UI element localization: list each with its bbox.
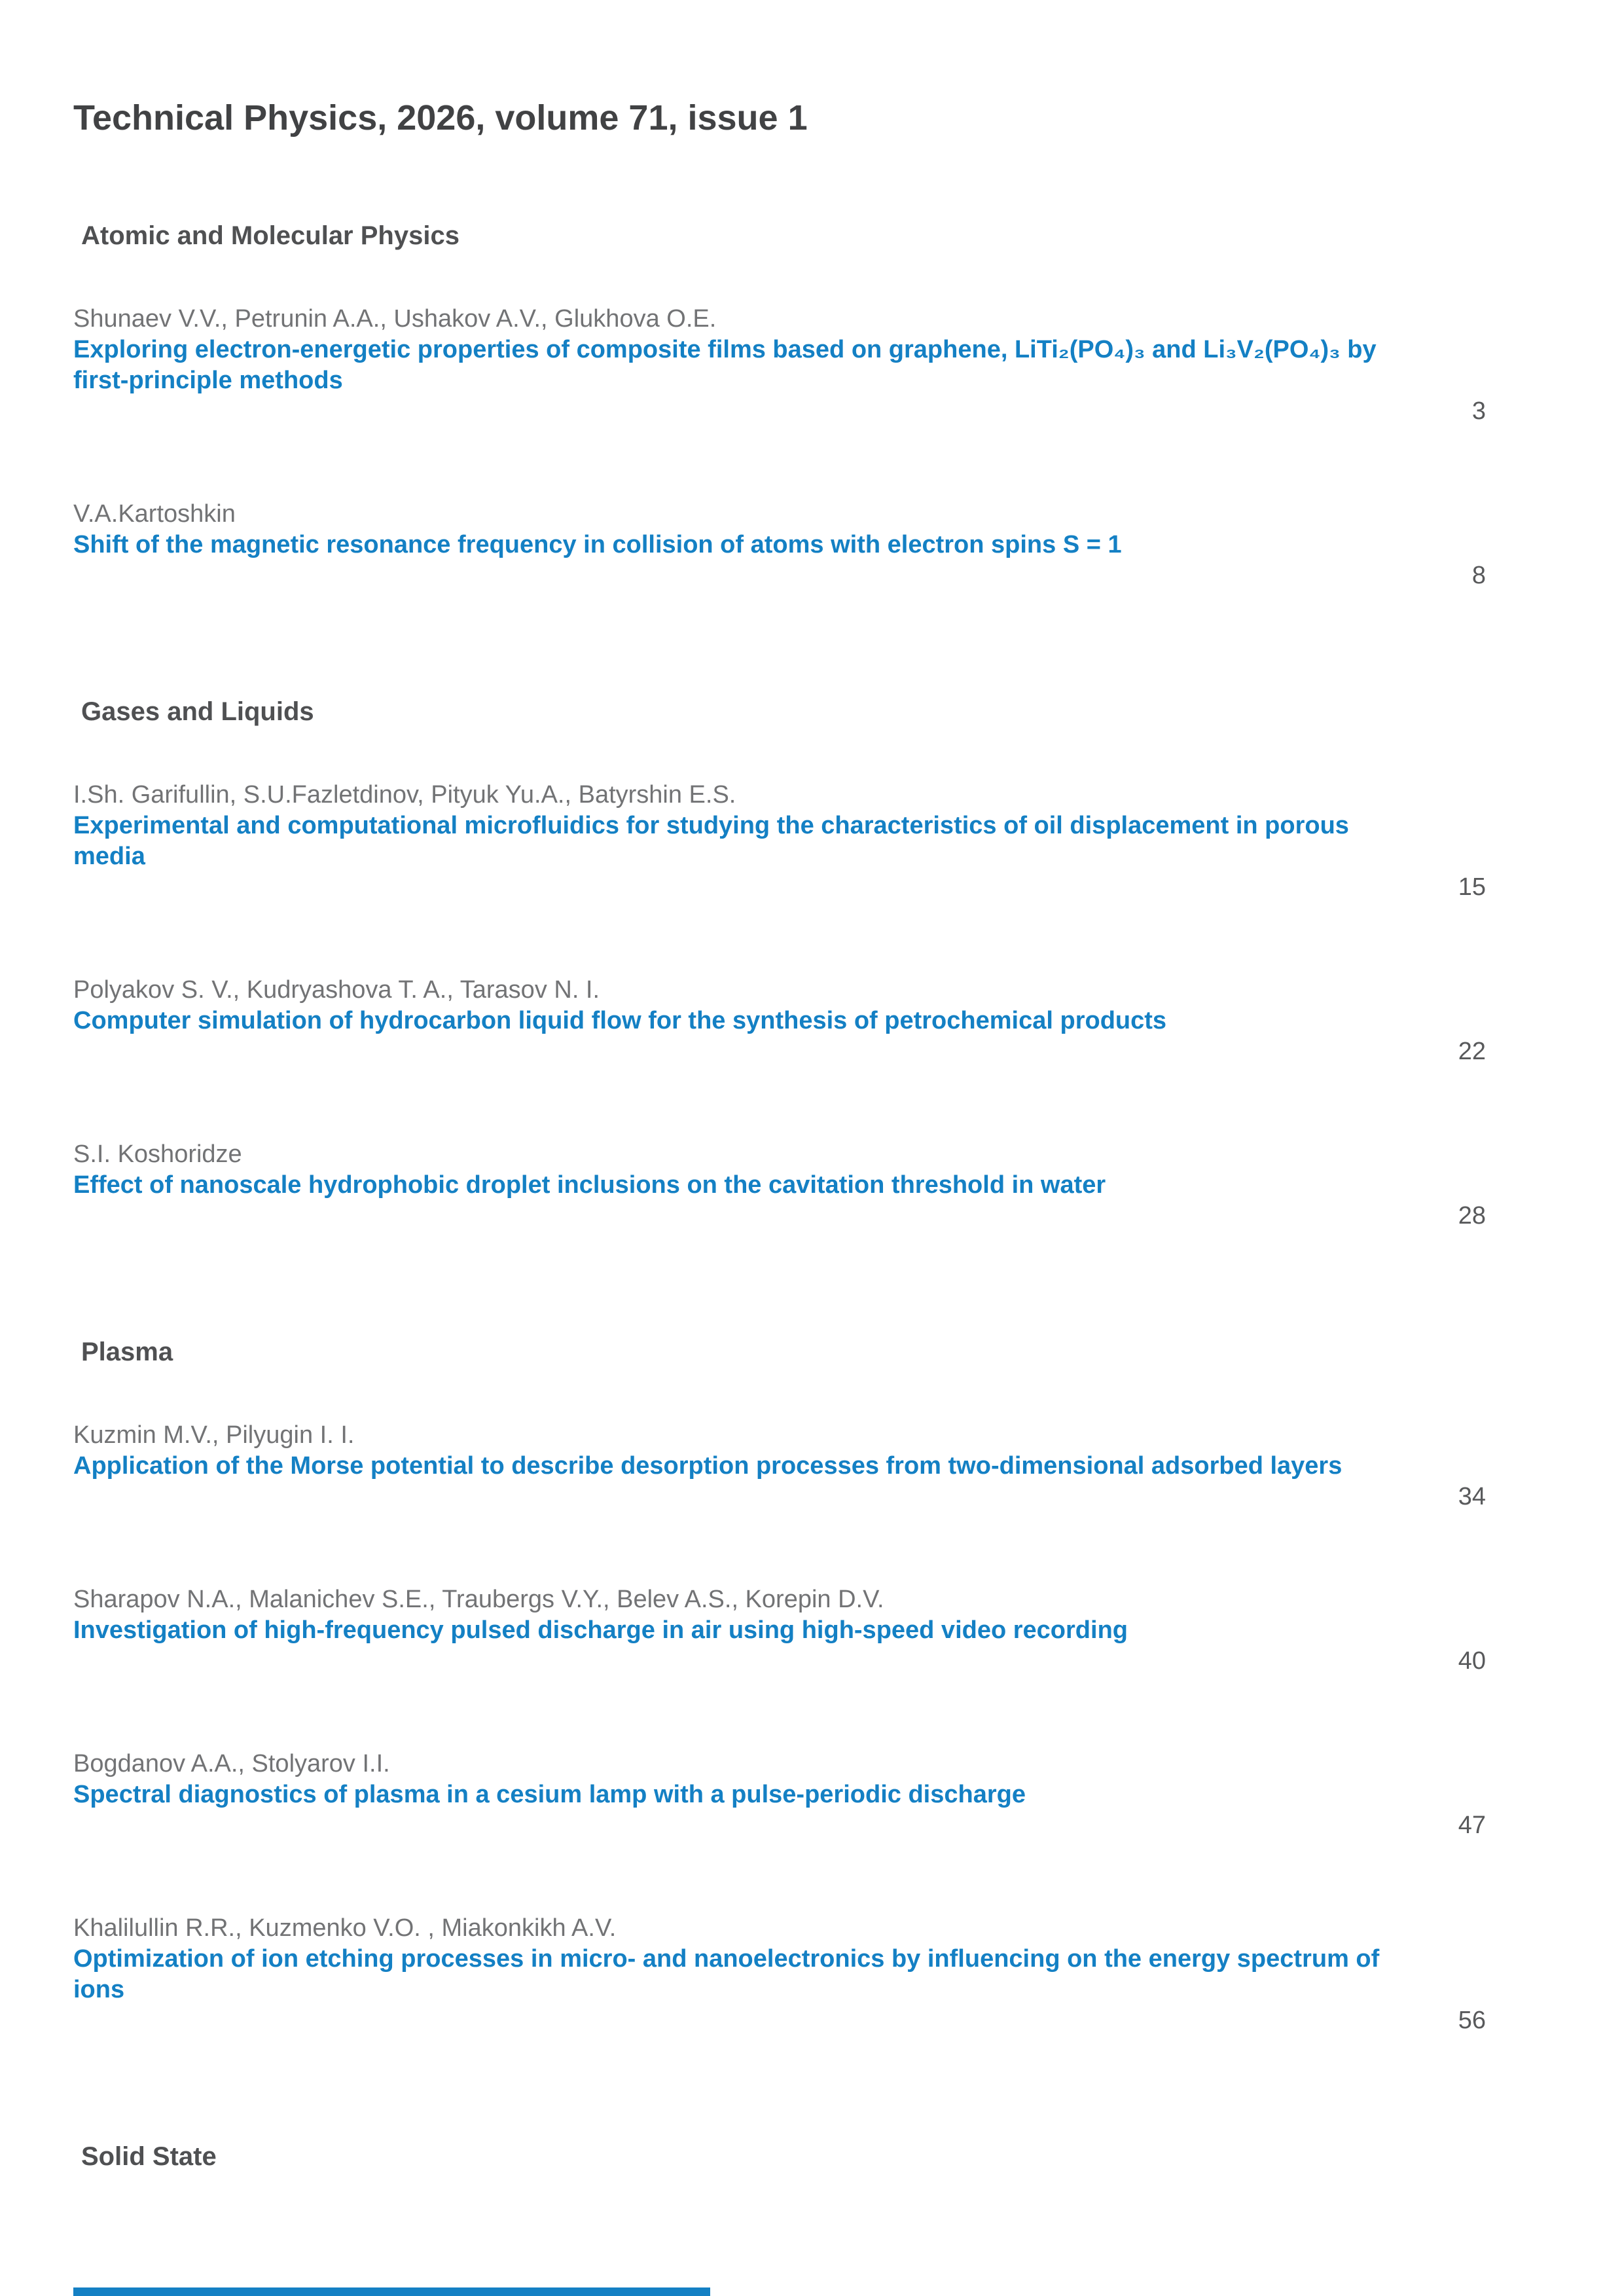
toc-entry <box>73 780 1486 903</box>
toc-entry <box>73 1139 1486 1231</box>
article-title-link[interactable]: Effect of nanoscale hydrophobic droplet inclusions on the cavitation threshold in water <box>73 1171 1106 1199</box>
article-authors: Polyakov S. V., Kudryashova T. A., Tarasov N. I. <box>73 976 600 1004</box>
article-authors: Khalilullin R.R., Kuzmenko V.O. , Miakonkikh A.V. <box>73 1914 617 1942</box>
article-page-number: 3 <box>1471 397 1486 425</box>
toc-entry <box>73 304 1486 427</box>
article-title-link[interactable]: Exploring electron-energetic properties of composite films based on graphene, LiTi₂(PO₄)₃ and Li₃V₂(PO₄)₃ by first-principle methods <box>73 336 1377 394</box>
article-page-number: 56 <box>1458 2007 1486 2034</box>
article-title-link[interactable]: Optimization of ion etching processes in micro- and nanoelectronics by influencing on the energy spectrum of ions <box>73 1945 1380 2003</box>
toc-section <box>73 1336 1486 2036</box>
article-authors: Bogdanov A.A., Stolyarov I.I. <box>73 1750 390 1777</box>
toc-entry <box>73 975 1486 1067</box>
article-page-number: 8 <box>1471 562 1486 589</box>
toc-entry <box>73 1749 1486 1841</box>
toc-entry <box>73 1913 1486 2036</box>
article-authors: I.Sh. Garifullin, S.U.Fazletdinov, Pityuk Yu.A., Batyrshin E.S. <box>73 781 736 809</box>
article-authors: V.A.Kartoshkin <box>73 500 236 528</box>
toc-entry <box>73 1420 1486 1512</box>
article-authors: Shunaev V.V., Petrunin A.A., Ushakov A.V., Glukhova O.E. <box>73 305 717 333</box>
section-heading: Gases and Liquids <box>81 697 314 726</box>
toc-section <box>73 2141 1486 2172</box>
page-title: Technical Physics, 2026, volume 71, issue 1 <box>73 98 808 137</box>
article-page-number: 15 <box>1458 873 1486 901</box>
article-authors: S.I. Koshoridze <box>73 1140 242 1168</box>
article-page-number: 22 <box>1458 1038 1486 1065</box>
article-title-link[interactable]: Computer simulation of hydrocarbon liquid flow for the synthesis of petrochemical products <box>73 1007 1167 1034</box>
toc-section <box>73 696 1486 1231</box>
article-page-number: 47 <box>1458 1812 1486 1839</box>
section-heading: Solid State <box>81 2142 217 2171</box>
cutoff-next-title-bar <box>73 2287 710 2296</box>
toc-entry <box>73 499 1486 591</box>
section-articles <box>73 780 1486 1231</box>
toc-sections <box>73 220 1486 2172</box>
section-heading: Plasma <box>81 1338 173 1366</box>
article-title-link[interactable]: Shift of the magnetic resonance frequency in collision of atoms with electron spins S = 1 <box>73 531 1122 558</box>
article-authors: Kuzmin M.V., Pilyugin I. I. <box>73 1421 355 1449</box>
article-title-link[interactable]: Application of the Morse potential to describe desorption processes from two-dimensional adsorbed layers <box>73 1452 1343 1480</box>
article-page-number: 34 <box>1458 1483 1486 1510</box>
article-page-number: 28 <box>1458 1202 1486 1230</box>
toc-section <box>73 220 1486 591</box>
section-heading: Atomic and Molecular Physics <box>81 221 460 250</box>
article-page-number: 40 <box>1458 1647 1486 1675</box>
section-articles <box>73 1420 1486 2036</box>
article-title-link[interactable]: Experimental and computational microfluidics for studying the characteristics of oil displacement in porous media <box>73 812 1349 870</box>
article-title-link[interactable]: Spectral diagnostics of plasma in a cesium lamp with a pulse-periodic discharge <box>73 1781 1026 1808</box>
article-title-link[interactable]: Investigation of high-frequency pulsed discharge in air using high-speed video recording <box>73 1616 1128 1644</box>
section-articles <box>73 304 1486 591</box>
toc-entry <box>73 1584 1486 1677</box>
article-authors: Sharapov N.A., Malanichev S.E., Traubergs V.Y., Belev A.S., Korepin D.V. <box>73 1586 884 1613</box>
